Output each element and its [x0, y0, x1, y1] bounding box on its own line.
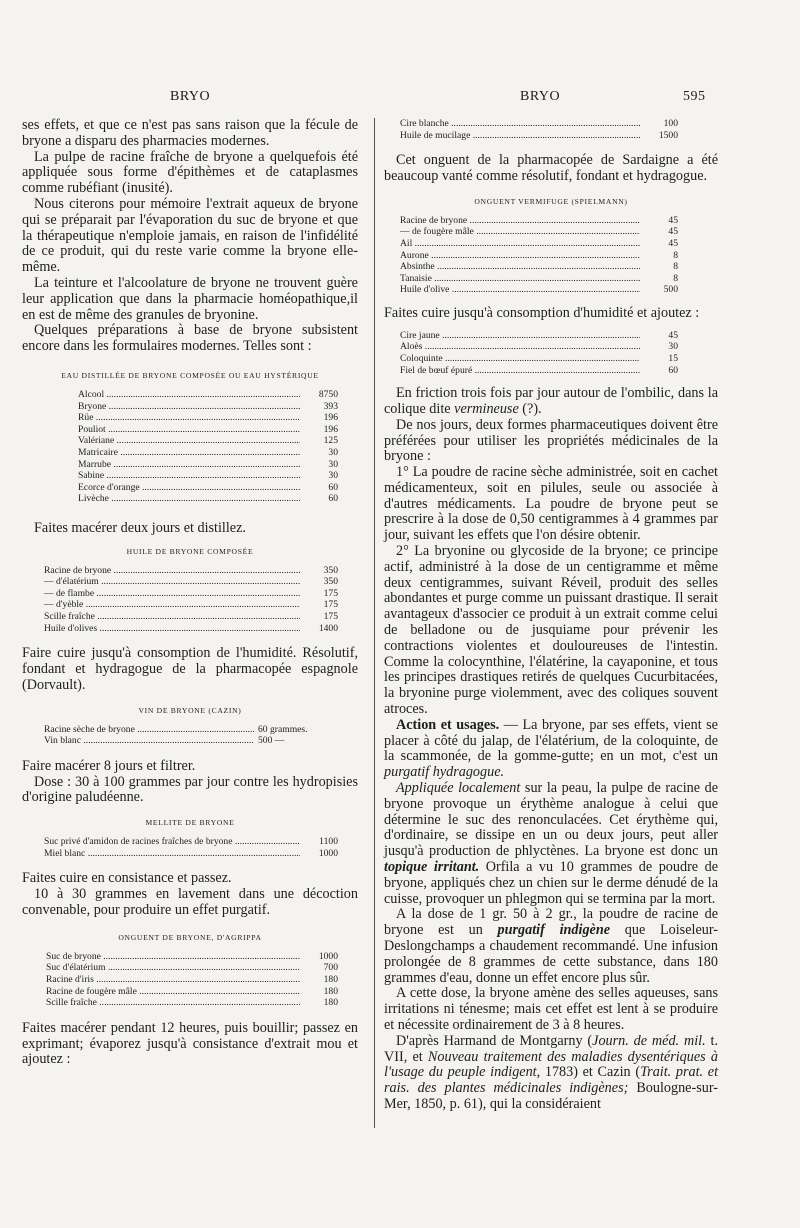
ingredient-name: Rüe .....	[78, 412, 300, 424]
ingredient-qty: 500	[663, 284, 678, 296]
paragraph	[384, 1034, 718, 1113]
ingredient-name: — de fougère mâle .....	[400, 226, 640, 238]
instruction: Faire cuire jusqu'à consomption de l'humidité. Résolutif, fondant et hydragogue de la pharmacopée espagnole (Dorvault).	[22, 645, 358, 693]
italic-text: topique irritant.	[384, 859, 480, 876]
text: sur la peau, la pulpe de racine de bryone provoque un érythème analogue à celui que détermine le suc des renonculacées. Cet érythème qui, d'ordinaire, se dissipe en un ou deux jours, peut aller jusqu'à production de phlyctènes. La bryone est donc un	[384, 780, 719, 860]
ingredient-row	[44, 588, 338, 600]
instruction: Faites macérer pendant 12 heures, puis bouillir; passez en exprimant; évaporez jusqu'à consistance d'extrait mou et ajoutez :	[22, 1019, 358, 1068]
ingredient-row	[400, 330, 678, 342]
ingredient-qty: 30	[328, 446, 338, 458]
ingredient-row	[44, 848, 338, 860]
ingredient-name: Cire jaune .....	[400, 330, 640, 342]
ingredient-qty: 180	[323, 997, 338, 1009]
recipe-ingredients	[400, 118, 678, 141]
ingredient-row	[44, 836, 338, 848]
page-number: 595	[683, 89, 706, 104]
ingredient-name: Matricaire .....	[78, 447, 300, 459]
ingredient-name: Valériane .....	[78, 435, 300, 447]
ingredient-row	[400, 250, 678, 262]
recipe-title: VIN DE BRYONE (CAZIN)	[138, 705, 242, 715]
ingredient-name: Ecorce d'orange .....	[78, 482, 300, 494]
ingredient-qty: 30	[328, 470, 338, 482]
italic-text: purgatif hydragogue.	[384, 764, 505, 781]
left-column	[22, 118, 358, 1068]
ingredient-name: Racine de bryone .....	[400, 215, 640, 227]
ingredient-name: Suc d'élatérium .....	[46, 962, 300, 974]
ingredient-row	[400, 261, 678, 273]
ingredient-row	[78, 459, 338, 471]
ingredient-name: Marrube .....	[78, 459, 300, 471]
paragraph: Nous citerons pour mémoire l'extrait aqueux de bryone qui se préparait par l'évaporation du suc de bryone et que la thérapeutique n'emploie jamais, en raison de l'infidélité de ce produit, qui du reste varie comme la bryone elle-même.	[22, 195, 358, 276]
ingredient-name: Racine d'iris .....	[46, 974, 300, 986]
ingredient-row	[400, 130, 678, 142]
ingredient-name: Alcool .....	[78, 389, 300, 401]
ingredient-name: — de flambe .....	[44, 588, 300, 600]
text: (?).	[522, 400, 542, 417]
ingredient-row	[44, 611, 338, 623]
ingredient-qty: 180	[323, 973, 338, 985]
ingredient-name: Ail .....	[400, 238, 640, 250]
recipe-title: ONGUENT VERMIFUGE (SPIELMANN)	[474, 196, 628, 206]
instruction: Faites macérer deux jours et distillez.	[34, 519, 246, 536]
text: D'après Harmand de Montgarny (	[396, 1032, 593, 1049]
ingredient-qty: 196	[323, 412, 338, 424]
recipe-ingredients	[78, 389, 338, 505]
recipe-title: MELLITE DE BRYONE	[145, 818, 235, 828]
recipe-title: EAU DISTILLÉE DE BRYONE COMPOSÉE OU EAU HYSTÉRIQUE	[61, 370, 319, 380]
ingredient-qty: 45	[668, 329, 678, 341]
column-rule	[374, 118, 375, 1128]
paragraph: La teinture et l'alcoolature de bryone ne trouvent guère leur application que dans la pharmacie homéopathique,il en est de même des granules de bryonine.	[22, 274, 358, 323]
instruction: Faites cuire en consistance et passez.	[22, 870, 232, 887]
ingredient-name: Racine de bryone .....	[44, 565, 300, 577]
ingredient-row	[46, 951, 338, 963]
ingredient-name: Suc de bryone .....	[46, 951, 300, 963]
ingredient-name: Absinthe .....	[400, 261, 640, 273]
ingredient-name: Aloès .....	[400, 341, 640, 353]
ingredient-name: Cire blanche .....	[400, 118, 640, 130]
ingredient-row	[78, 447, 338, 459]
ingredient-qty: 8	[673, 261, 678, 273]
ingredient-name: Scille fraîche .....	[46, 997, 300, 1009]
running-title-left: BRYO	[170, 89, 211, 104]
recipe-ingredients	[44, 836, 338, 859]
ingredient-qty: 196	[323, 423, 338, 435]
ingredient-row	[78, 435, 338, 447]
ingredient-name: Sabine .....	[78, 470, 300, 482]
ingredient-row	[78, 389, 338, 401]
text: Orfila a vu 10 grammes de poudre de bryone, appliqués chez un chien sur le derme dénudé de la cuisse, provoquer un phlegmon qui se termina par la mort.	[384, 859, 718, 907]
ingredient-qty: 1500	[658, 129, 678, 141]
instruction: Faire macérer 8 jours et filtrer.	[22, 757, 196, 774]
ingredient-name: Bryone .....	[78, 401, 300, 413]
ingredient-qty: 45	[668, 237, 678, 249]
ingredient-name: Livèche .....	[78, 493, 300, 505]
ingredient-row	[400, 341, 678, 353]
ingredient-name: — d'yèble .....	[44, 599, 300, 611]
paragraph: Cet onguent de la pharmacopée de Sardaigne a été beaucoup vanté comme résolutif, fondant et hydragogue.	[384, 152, 718, 184]
right-column	[384, 118, 718, 1113]
ingredient-name: Huile d'olives .....	[44, 623, 300, 635]
ingredient-name: Fiel de bœuf épuré .....	[400, 365, 640, 377]
ingredient-qty: 1000	[318, 950, 338, 962]
ingredient-qty: 30	[668, 341, 678, 353]
recipe-ingredients	[400, 330, 678, 376]
italic-text: Nouveau traitement des maladies dysentériques à l'usage du peuple indigent,	[384, 1048, 718, 1081]
paragraph: La pulpe de racine fraîche de bryone a quelquefois été appliquée sous forme d'épithèmes et de cataplasmes comme rubéfiant (inusité).	[22, 148, 358, 197]
paragraph	[384, 781, 718, 907]
ingredient-qty: 125	[323, 435, 338, 447]
ingredient-row	[44, 623, 338, 635]
ingredient-row	[400, 238, 678, 250]
ingredient-row	[400, 273, 678, 285]
recipe-ingredients	[44, 565, 338, 635]
paragraph: ses effets, et que ce n'est pas sans raison que la fécule de bryone a disparu des pharmacies modernes.	[22, 117, 358, 149]
instruction: Dose : 30 à 100 grammes par jour contre les hydropisies d'origine paludéenne.	[22, 773, 358, 806]
ingredient-row	[78, 412, 338, 424]
ingredient-qty: 180	[323, 985, 338, 997]
ingredient-row	[78, 470, 338, 482]
ingredient-name: Vin blanc .....	[44, 735, 254, 747]
italic-text: Journ. de méd. mil.	[592, 1032, 706, 1049]
italic-text: Trait. prat. et rais. des plantes médicinales indigènes;	[384, 1064, 719, 1097]
ingredient-row	[46, 974, 338, 986]
paragraph	[384, 907, 718, 986]
section-heading: Action et usages.	[396, 716, 500, 733]
text: En friction trois fois par jour autour de l'ombilic, dans la colique dite	[384, 385, 718, 417]
text: Boulogne-sur-Mer, 1850, p. 61), qui la considéraient	[384, 1080, 718, 1112]
ingredient-row	[400, 284, 678, 296]
ingredient-qty: 500 —	[258, 735, 285, 747]
ingredient-qty: 60	[668, 364, 678, 376]
ingredient-row	[44, 724, 322, 736]
ingredient-qty: 8750	[318, 388, 338, 400]
ingredient-qty: 1000	[318, 847, 338, 859]
ingredient-qty: 30	[328, 458, 338, 470]
paragraph	[384, 718, 718, 781]
ingredient-row	[46, 962, 338, 974]
ingredient-qty: 393	[323, 400, 338, 412]
ingredient-qty: 700	[323, 962, 338, 974]
ingredient-row	[400, 118, 678, 130]
ingredient-name: Miel blanc .....	[44, 848, 300, 860]
instruction: 10 à 30 grammes en lavement dans une décoction convenable, pour produire un effet purgatif.	[22, 886, 358, 918]
ingredient-qty: 15	[668, 352, 678, 364]
recipe-ingredients	[46, 951, 338, 1009]
ingredient-name: Huile de mucilage .....	[400, 130, 640, 142]
ingredient-name: Pouliot .....	[78, 424, 300, 436]
ingredient-qty: 60 grammes.	[258, 723, 308, 735]
ingredient-row	[78, 401, 338, 413]
ingredient-row	[44, 565, 338, 577]
ingredient-row	[78, 424, 338, 436]
text: 1783) et Cazin (	[540, 1064, 641, 1081]
italic-text: Appliquée localement	[396, 780, 521, 797]
paragraph	[384, 386, 718, 418]
ingredient-row	[78, 482, 338, 494]
ingredient-qty: 60	[328, 493, 338, 505]
recipe-ingredients	[400, 215, 678, 296]
ingredient-qty: 350	[323, 564, 338, 576]
ingredient-qty: 60	[328, 481, 338, 493]
ingredient-row	[78, 493, 338, 505]
ingredient-name: Aurone .....	[400, 250, 640, 262]
text: que Loiseleur-Deslongchamps a chaudement recommandé. Une infusion prolongée de 8 grammes de cette substance, dans 180 grammes d'eau, donne un effet encore plus sûr.	[384, 922, 718, 986]
paragraph: 2° La bryonine ou glycoside de la bryone; ce principe actif, administré à la dose de un centigramme et même deux centigrammes, suivant Réveil, produit des selles abondantes et purge comme un puissant drastique. Il serait avantageux d'associer ce produit à un extrait comme celui de belladone ou de jusquiame pour prévenir les contractions violentes et douloureuses de l'intestin. Comme la colocynthine, l'élatérine, la cayaponine, et tous les principes drastiques retirés de quelques Cucurbitacées, la bryonine purge violemment, avec des coliques souvent atroces.	[384, 543, 718, 718]
text: A la dose de 1 gr. 50 à 2 gr., la poudre de racine de bryone est un	[384, 906, 718, 939]
ingredient-row	[46, 997, 338, 1009]
ingredient-qty: 8	[673, 249, 678, 261]
recipe-title: HUILE DE BRYONE COMPOSÉE	[126, 546, 254, 556]
ingredient-row	[400, 226, 678, 238]
recipe-ingredients	[44, 724, 322, 747]
ingredient-row	[44, 735, 322, 747]
ingredient-row	[46, 986, 338, 998]
ingredient-name: Suc privé d'amidon de racines fraîches de bryone .....	[44, 836, 300, 848]
ingredient-row	[400, 353, 678, 365]
ingredient-name: Scille fraîche .....	[44, 611, 300, 623]
ingredient-name: Coloquinte .....	[400, 353, 640, 365]
ingredient-name: — d'élatérium .....	[44, 576, 300, 588]
ingredient-row	[400, 365, 678, 377]
ingredient-qty: 175	[323, 587, 338, 599]
ingredient-name: Racine sèche de bryone .....	[44, 724, 254, 736]
text: t. VII, et	[384, 1032, 718, 1065]
ingredient-name: Racine de fougère mâle .....	[46, 986, 300, 998]
paragraph: A cette dose, la bryone amène des selles aqueuses, sans irritations ni ténesme; mais cet effet est lent à se produire et nécessite ordinairement de 3 à 8 heures.	[384, 985, 718, 1033]
ingredient-qty: 175	[323, 599, 338, 611]
ingredient-qty: 1400	[318, 622, 338, 634]
ingredient-row	[44, 599, 338, 611]
italic-text: vermineuse	[454, 400, 519, 417]
paragraph: 1° La poudre de racine sèche administrée, soit en cachet médicamenteux, soit en pilules, seule ou associée à d'autres médicaments. La poudre de bryone peut se prescrire à la dose de 0,50 centigrammes à 4 grammes par jour, suivant les effets que l'on désire obtenir.	[384, 464, 718, 544]
ingredient-qty: 100	[663, 118, 678, 129]
ingredient-name: Tanaisie .....	[400, 273, 640, 285]
italic-text: purgatif indigène	[497, 922, 611, 939]
ingredient-name: Huile d'olive .....	[400, 284, 640, 296]
recipe-title: ONGUENT DE BRYONE, D'AGRIPPA	[118, 932, 262, 942]
ingredient-qty: 45	[668, 214, 678, 226]
text: — La bryone, par ses effets, vient se placer à côté du jalap, de l'élatérium, de la coloquinte, de la scammonée, de la gomme-gutte; en un mot, c'est un	[384, 716, 718, 765]
ingredient-qty: 45	[668, 226, 678, 238]
running-title-right: BRYO	[520, 89, 561, 104]
ingredient-qty: 8	[673, 272, 678, 284]
instruction: Faites cuire jusqu'à consomption d'humidité et ajoutez :	[384, 304, 700, 321]
ingredient-row	[44, 576, 338, 588]
ingredient-qty: 350	[323, 576, 338, 588]
ingredient-qty: 1100	[319, 836, 338, 848]
paragraph: De nos jours, deux formes pharmaceutiques doivent être préférées pour utiliser les propriétés médicinales de la bryone :	[384, 416, 718, 465]
ingredient-qty: 175	[323, 611, 338, 623]
paragraph: Quelques préparations à base de bryone subsistent encore dans les formulaires modernes. Telles sont :	[22, 322, 358, 355]
ingredient-row	[400, 215, 678, 227]
